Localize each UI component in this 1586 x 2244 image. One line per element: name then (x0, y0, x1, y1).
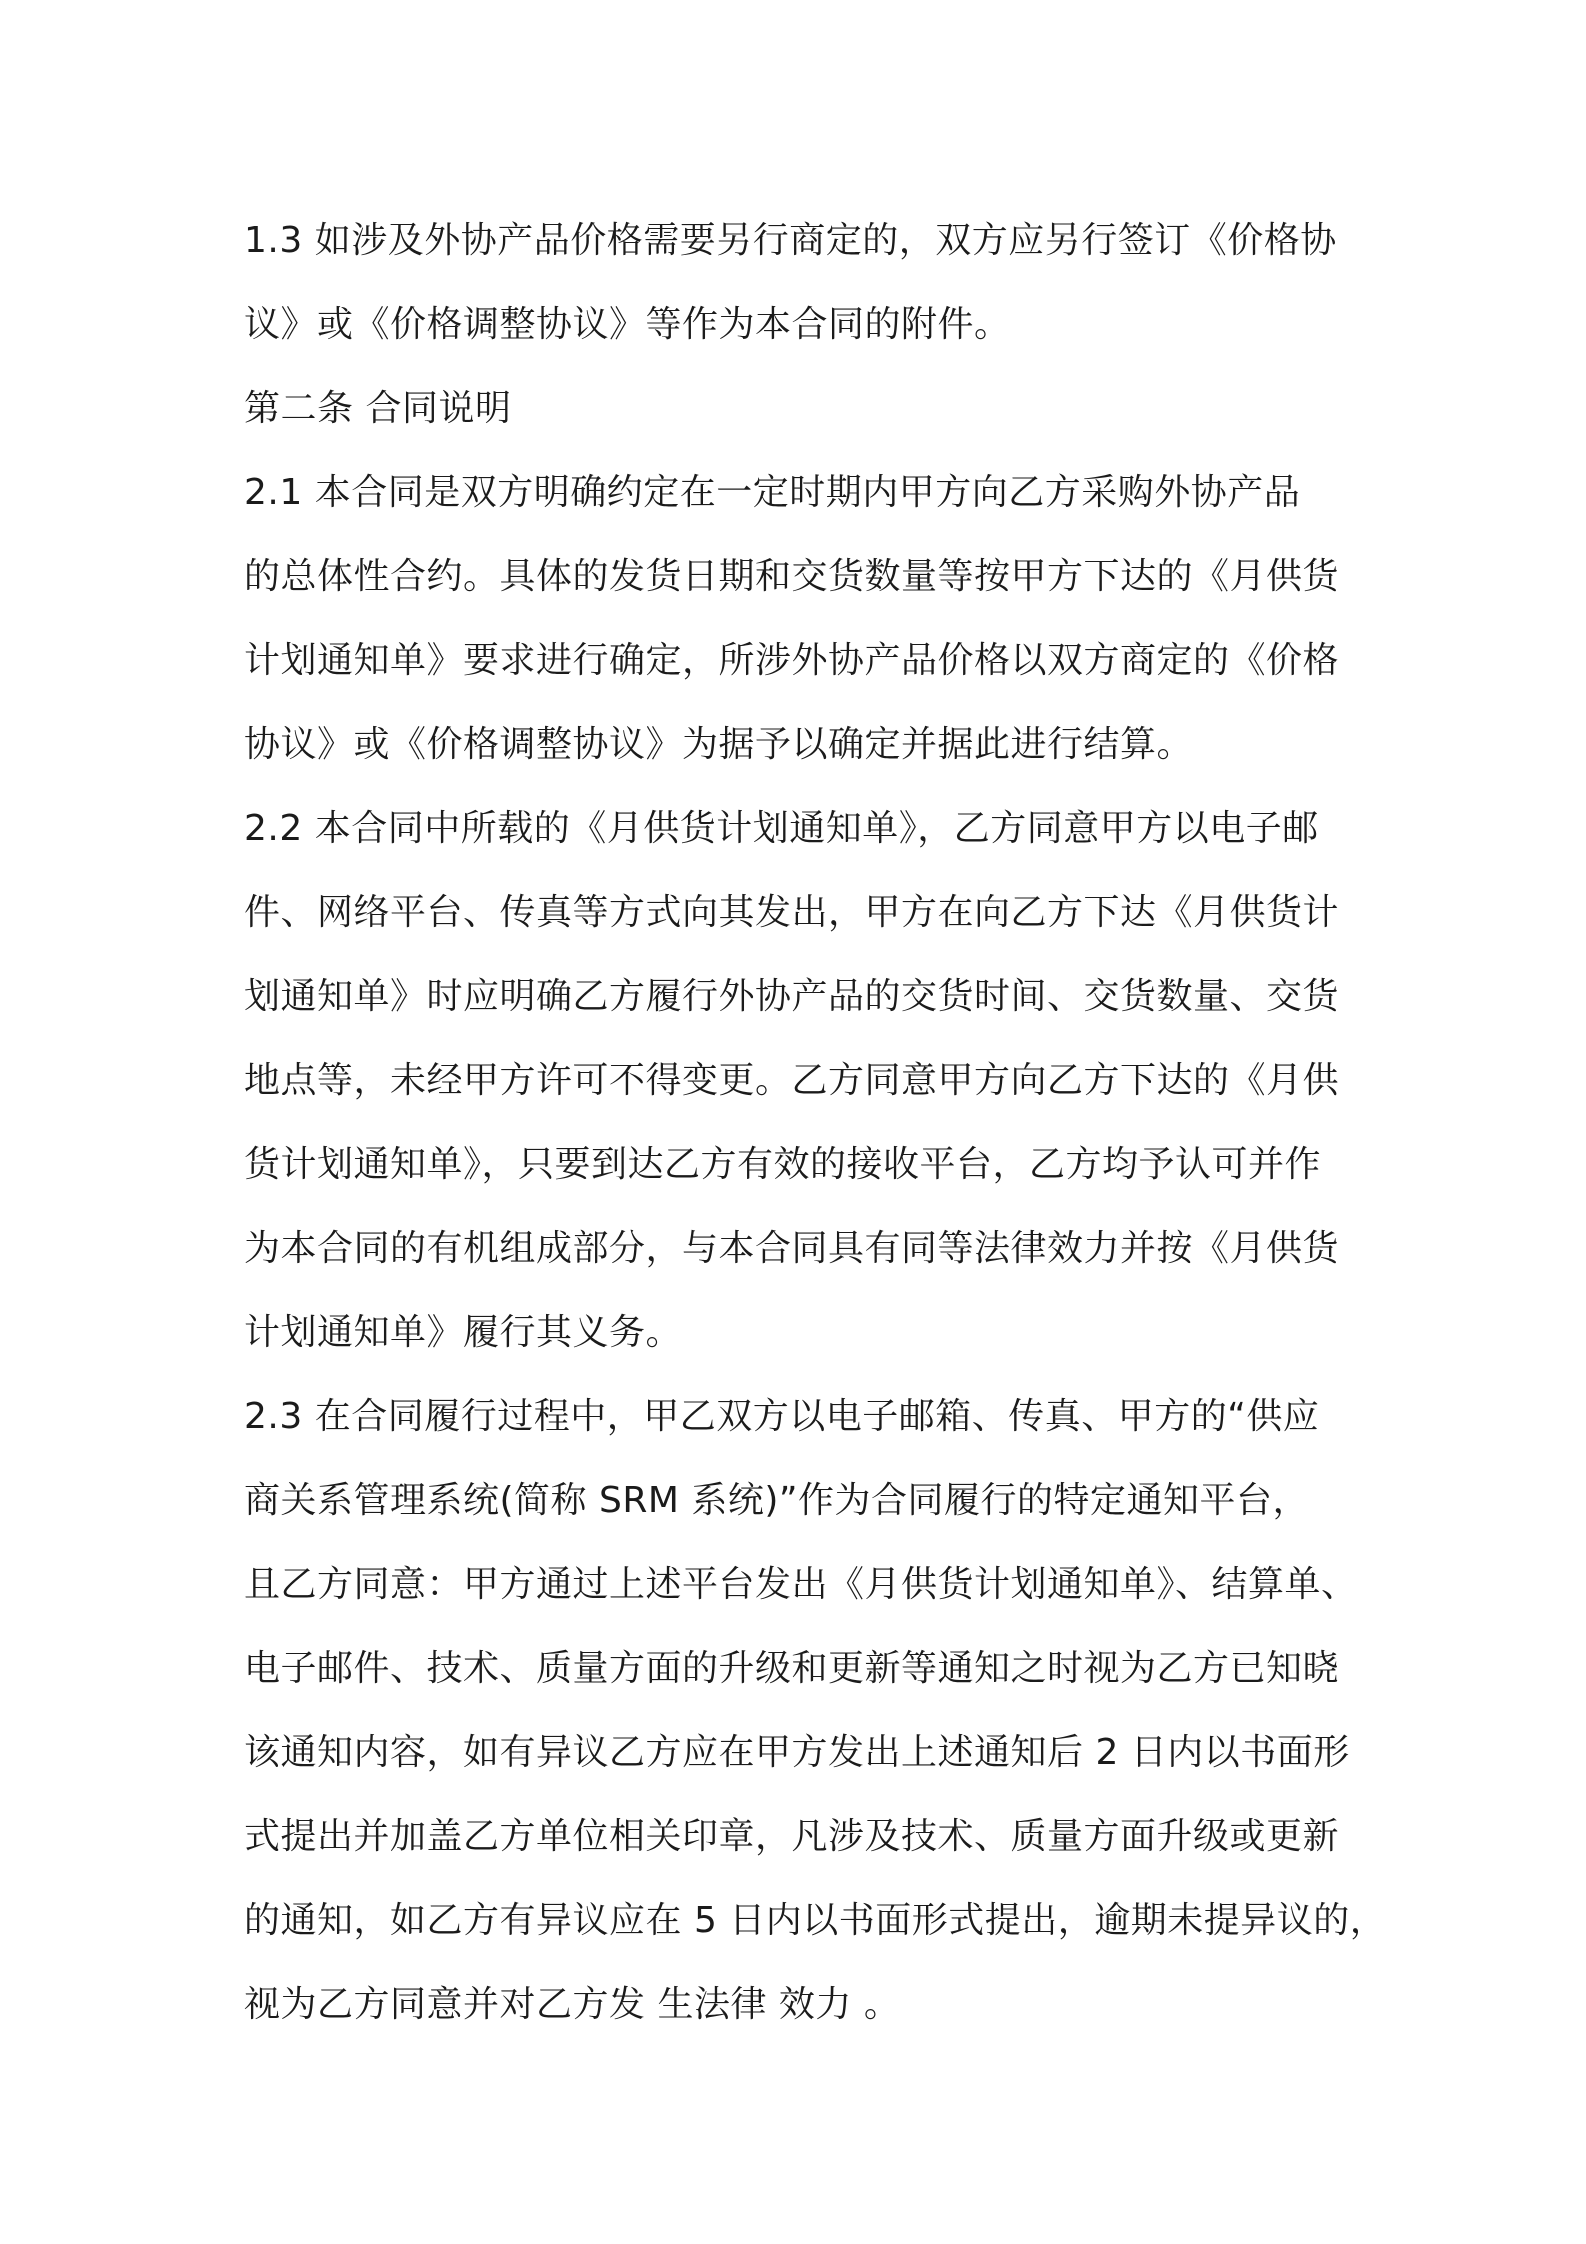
text-line: 协议》或《价格调整协议》为据予以确定并据此进行结算。 (244, 724, 1194, 765)
text-line: 为本合同的有机组成部分，与本合同具有同等法律效力并按《月供货 (244, 1228, 1340, 1269)
text-line: 地点等，未经甲方许可不得变更。乙方同意甲方向乙方下达的《月供 (244, 1060, 1340, 1101)
text-line: 2.3 在合同履行过程中，甲乙双方以电子邮箱、传真、甲方的“供应 (244, 1396, 1320, 1437)
text-line: 式提出并加盖乙方单位相关印章，凡涉及技术、质量方面升级或更新 (244, 1816, 1340, 1857)
text-line: 议》或《价格调整协议》等作为本合同的附件。 (244, 304, 1011, 345)
text-line: 视为乙方同意并对乙方发 生法律 效力 。 (244, 1984, 901, 2025)
contract-text (244, 199, 1387, 2047)
text-line: 的总体性合约。具体的发货日期和交货数量等按甲方下达的《月供货 (244, 556, 1340, 597)
text-line: 货计划通知单》，只要到达乙方有效的接收平台，乙方均予认可并作 (244, 1144, 1322, 1185)
text-line: 件、网络平台、传真等方式向其发出，甲方在向乙方下达《月供货计 (244, 892, 1340, 933)
text-line: 电子邮件、技术、质量方面的升级和更新等通知之时视为乙方已知晓 (244, 1648, 1340, 1689)
text-line: 该通知内容，如有异议乙方应在甲方发出上述通知后 2 日内以书面形 (244, 1732, 1350, 1773)
text-line: 1.3 如涉及外协产品价格需要另行商定的，双方应另行签订《价格协 (244, 220, 1337, 261)
text-line: 商关系管理系统(简称 SRM 系统)”作为合同履行的特定通知平台， (244, 1480, 1310, 1521)
text-line: 计划通知单》履行其义务。 (244, 1312, 683, 1353)
text-line: 2.1 本合同是双方明确约定在一定时期内甲方向乙方采购外协产品 (244, 472, 1301, 513)
section-heading: 第二条 合同说明 (244, 388, 512, 429)
text-line: 2.2 本合同中所载的《月供货计划通知单》，乙方同意甲方以电子邮 (244, 808, 1319, 849)
text-line: 且乙方同意：甲方通过上述平台发出《月供货计划通知单》、结算单、 (244, 1564, 1358, 1605)
text-line: 划通知单》时应明确乙方履行外协产品的交货时间、交货数量、交货 (244, 976, 1340, 1017)
text-line: 的通知，如乙方有异议应在 5 日内以书面形式提出，逾期未提异议的， (244, 1900, 1387, 1941)
text-line: 计划通知单》要求进行确定，所涉外协产品价格以双方商定的《价格 (244, 640, 1340, 681)
